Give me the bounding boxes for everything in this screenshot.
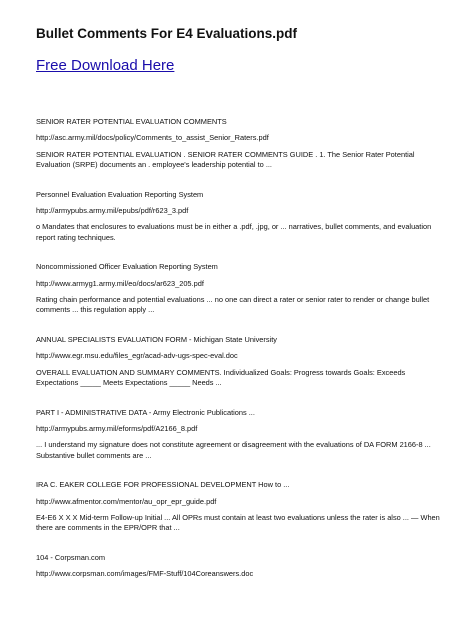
- result-title: Noncommissioned Officer Evaluation Reporting System: [36, 262, 218, 272]
- result-url[interactable]: http://www.armyg1.army.mil/eo/docs/ar623_205.pdf: [36, 278, 204, 288]
- result-snippet: OVERALL EVALUATION AND SUMMARY COMMENTS. Individualized Goals: Progress towards Goals: Exceeds Expectations _____ Meets Expectations _____ Needs ...: [36, 367, 406, 388]
- result-title: SENIOR RATER POTENTIAL EVALUATION COMMENTS: [36, 117, 227, 126]
- result-snippet: Rating chain performance and potential evaluations ... no one can direct a rater or senior rater to render or change bullet comments ... this regulation apply ...: [36, 295, 430, 315]
- result-title: IRA C. EAKER COLLEGE FOR PROFESSIONAL DEVELOPMENT How to ...: [36, 480, 290, 490]
- result-url[interactable]: http://armypubs.army.mil/eforms/pdf/A2166_8.pdf: [36, 423, 198, 433]
- document-title: Bullet Comments For E4 Evaluations.pdf: [36, 26, 298, 41]
- result-url[interactable]: http://asc.army.mil/docs/policy/Comments_to_assist_Senior_Raters.pdf: [36, 133, 269, 143]
- result-url[interactable]: http://www.afmentor.com/mentor/au_opr_epr_guide.pdf: [36, 496, 217, 506]
- result-title: Personnel Evaluation Evaluation Reporting System: [36, 189, 204, 199]
- result-entry: [36, 480, 446, 534]
- result-url[interactable]: http://www.corpsman.com/images/FMF-Stuff/104Coreanswers.doc: [36, 569, 254, 579]
- result-snippet: ... I understand my signature does not constitute agreement or disagreement with the evaluations of DA FORM 2166-8 ... Substantive bullet comments are ...: [36, 440, 431, 460]
- result-title: PART I - ADMINISTRATIVE DATA - Army Electronic Publications ...: [36, 407, 255, 417]
- result-entry: [36, 408, 446, 462]
- result-snippet: o Mandates that enclosures to evaluations must be in either a .pdf, .jpg, or ... narratives, bullet comments, and evaluation report rating techniques.: [36, 222, 432, 242]
- result-entry: [36, 262, 446, 316]
- result-url[interactable]: http://armypubs.army.mil/epubs/pdf/r623_3.pdf: [36, 206, 189, 216]
- result-title: 104 - Corpsman.com: [36, 552, 106, 562]
- free-download-link[interactable]: Free Download Here: [36, 57, 175, 74]
- result-title: ANNUAL SPECIALISTS EVALUATION FORM - Michigan State University: [36, 334, 277, 344]
- result-entry: [36, 553, 446, 580]
- result-list: [36, 117, 446, 599]
- result-snippet: E4-E6 X X X Mid-term Follow-up Initial ... All OPRs must contain at least two evaluations unless the rater is also ... — When there are comments in the EPR/OPR that ...: [36, 512, 440, 533]
- result-url[interactable]: http://www.egr.msu.edu/files_egr/acad-adv-ugs-spec-eval.doc: [36, 351, 238, 361]
- result-entry: [36, 335, 446, 389]
- result-entry: [36, 190, 446, 244]
- result-snippet: SENIOR RATER POTENTIAL EVALUATION . SENIOR RATER COMMENTS GUIDE . 1. The Senior Rater Potential Evaluation (SRPE) documents an . employee's leadership potential to ...: [36, 149, 415, 170]
- result-entry: [36, 117, 446, 171]
